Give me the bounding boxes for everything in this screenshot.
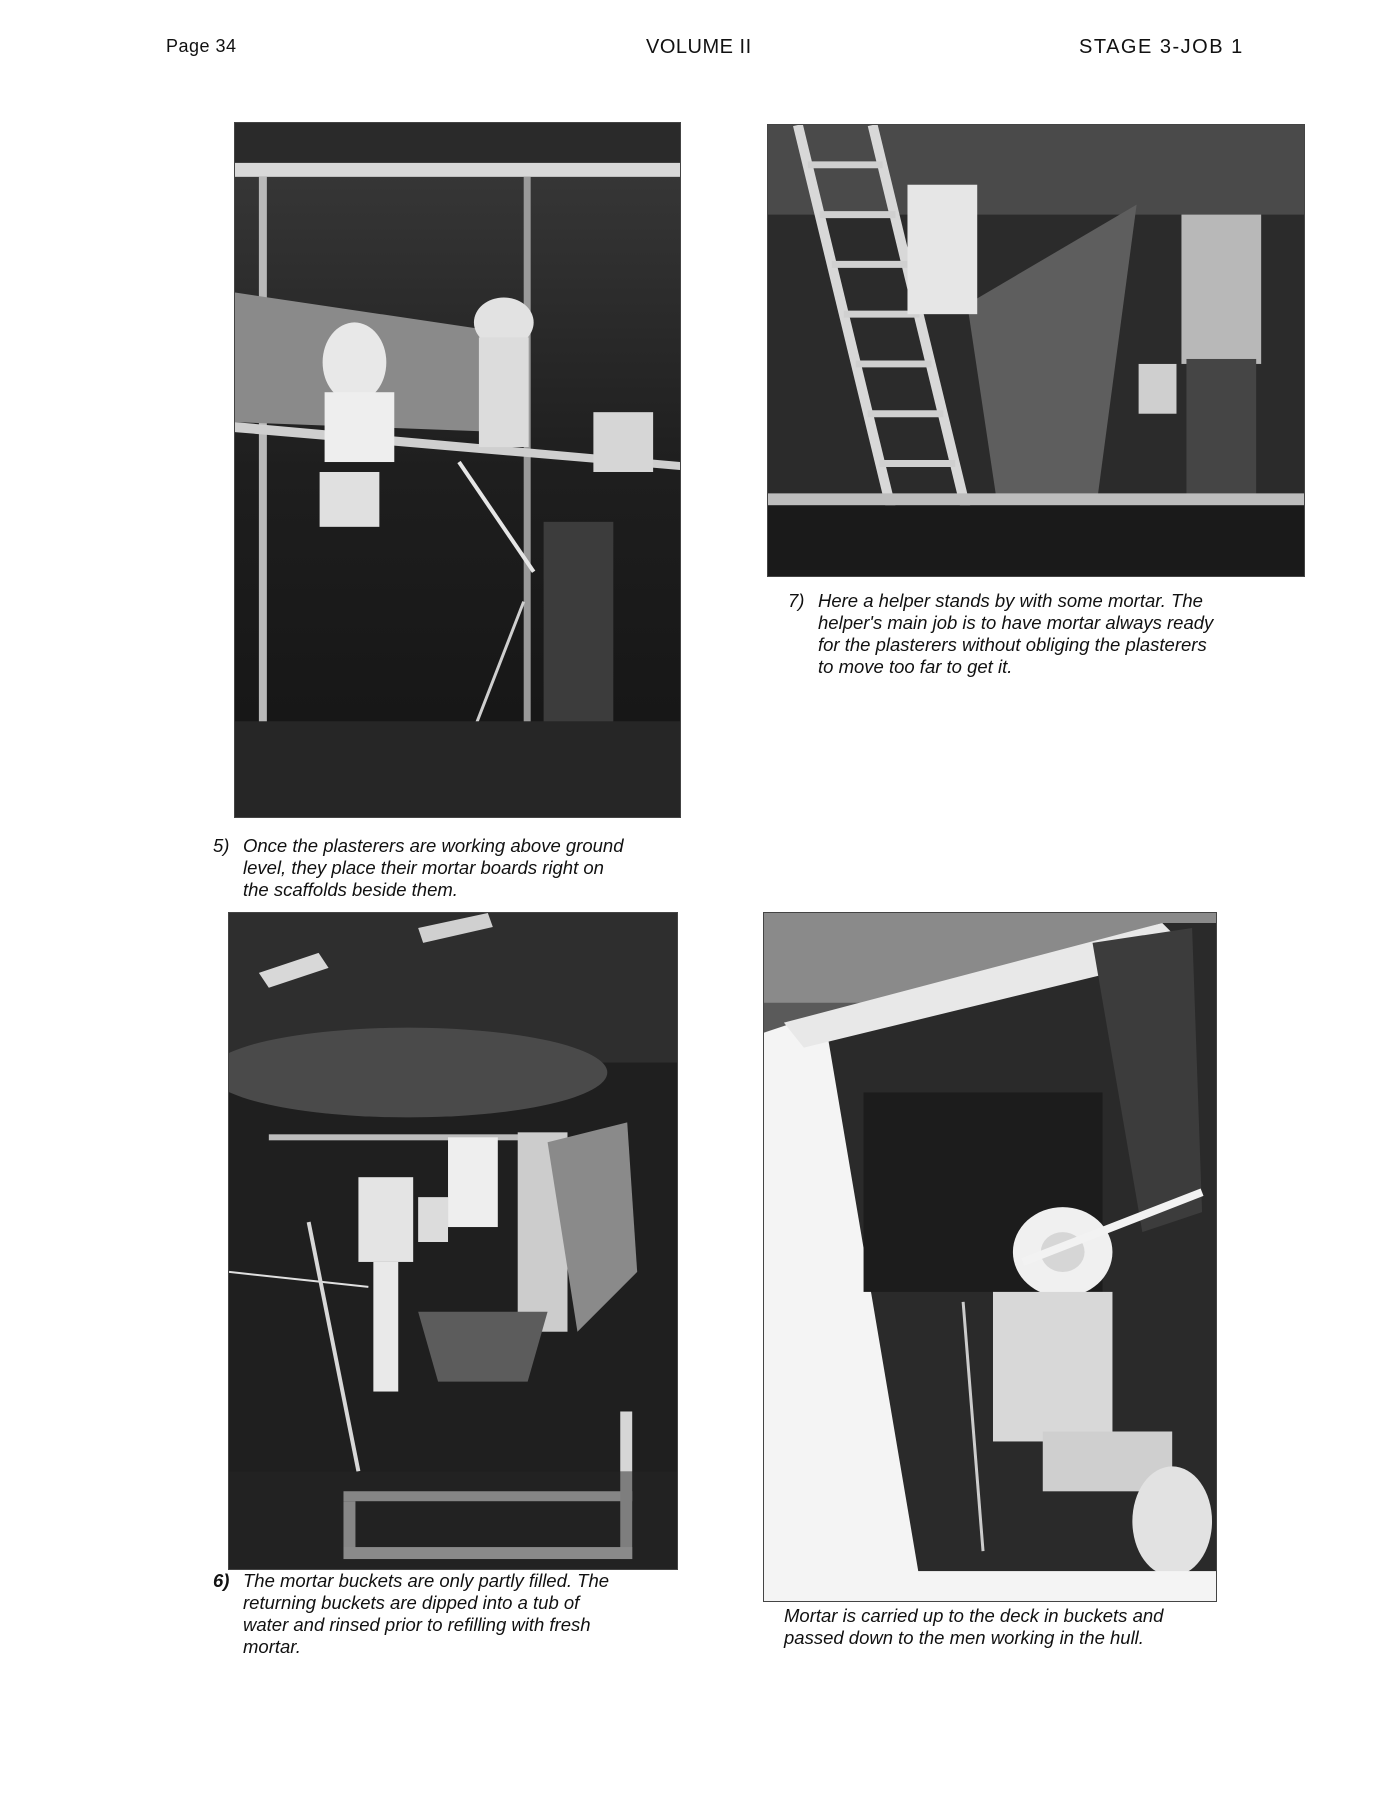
- caption-7-line-2: helper's main job is to have mortar always ready: [818, 612, 1214, 633]
- caption-6-line-1: The mortar buckets are only partly filled. The: [243, 1570, 610, 1591]
- caption-7: [788, 590, 1213, 678]
- volume-title: VOLUME II: [646, 36, 752, 58]
- caption-6: [213, 1570, 609, 1658]
- photo-mortar-buckets: [228, 912, 678, 1570]
- photo-scaffold-plasterers: [234, 122, 681, 818]
- page-number: Page 34: [166, 36, 237, 56]
- caption-6-number: 6): [213, 1570, 230, 1591]
- caption-7-line-3: for the plasterers without obliging the plasterers: [818, 634, 1207, 655]
- caption-7-line-4: to move too far to get it.: [818, 656, 1013, 677]
- caption-8-line-2: passed down to the men working in the hull.: [784, 1627, 1144, 1648]
- stage-label: STAGE 3-JOB 1: [1079, 36, 1244, 58]
- caption-7-line-1: Here a helper stands by with some mortar. The: [818, 590, 1203, 611]
- caption-7-number: 7): [788, 590, 805, 611]
- caption-8: [784, 1605, 1163, 1649]
- photo-hull-overhead: [763, 912, 1217, 1602]
- photo-ladder-helper: [767, 124, 1305, 577]
- caption-5: [213, 835, 624, 901]
- caption-6-line-2: returning buckets are dipped into a tub of: [243, 1592, 580, 1613]
- caption-5-number: 5): [213, 835, 230, 856]
- caption-6-line-3: water and rinsed prior to refilling with fresh: [243, 1614, 591, 1635]
- caption-8-line-1: Mortar is carried up to the deck in buckets and: [784, 1605, 1164, 1626]
- caption-5-line-3: the scaffolds beside them.: [243, 879, 458, 900]
- caption-6-line-4: mortar.: [243, 1636, 301, 1657]
- caption-5-line-1: Once the plasterers are working above ground: [243, 835, 624, 856]
- caption-5-line-2: level, they place their mortar boards right on: [243, 857, 604, 878]
